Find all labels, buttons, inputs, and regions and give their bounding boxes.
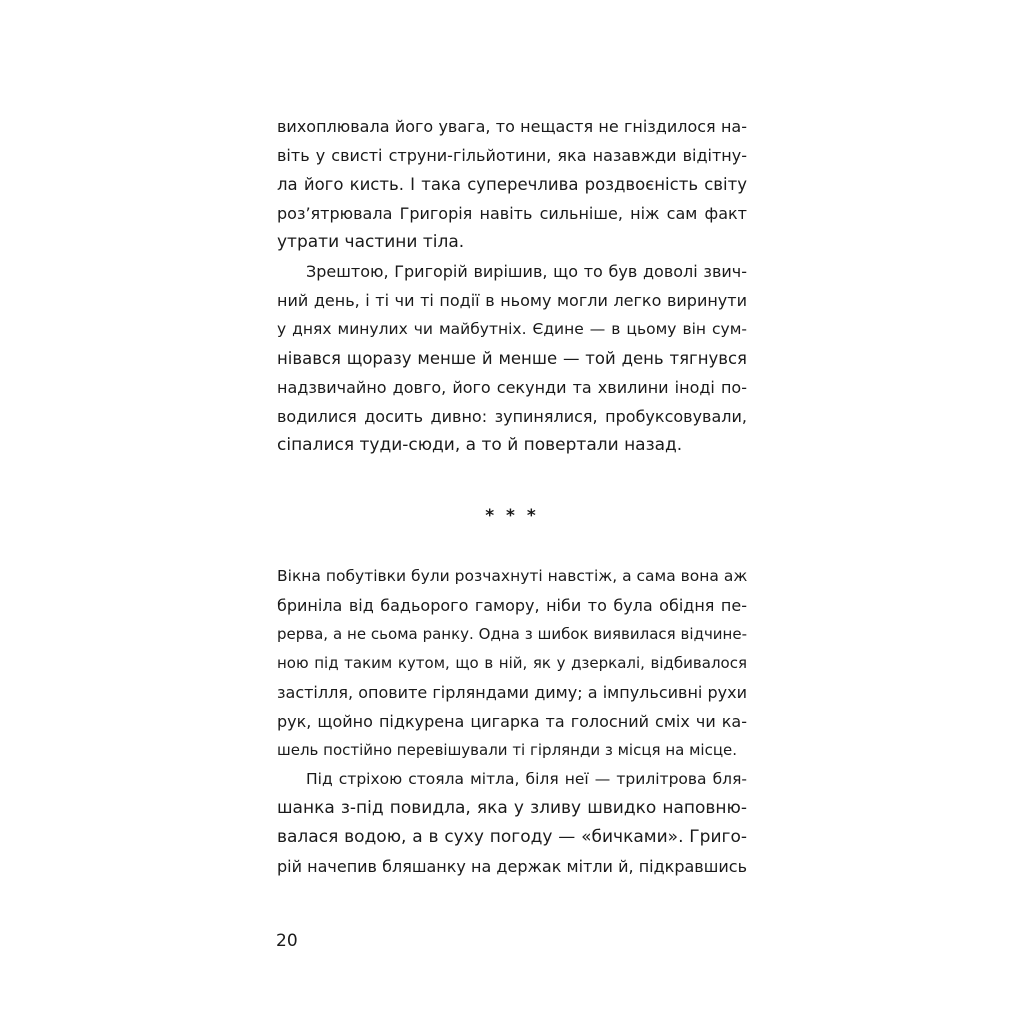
text-line: Зрештою, Григорій вирішив, що то був доволі звич- bbox=[306, 262, 747, 281]
text-line: утрати частини тіла. bbox=[277, 232, 465, 252]
text-line: рій начепив бляшанку на держак мітли й, підкравшись bbox=[277, 857, 747, 876]
page-number: 20 bbox=[276, 931, 298, 951]
text-line: ний день, і ті чи ті події в ньому могли легко виринути bbox=[277, 291, 747, 310]
text-line: рук, щойно підкурена цигарка та голосний сміх чи ка- bbox=[277, 712, 747, 731]
text-line: бриніла від бадьорого гамору, ніби то була обідня пе- bbox=[277, 596, 747, 615]
text-line: валася водою, а в суху погоду — «бичками». Григо- bbox=[277, 827, 747, 847]
text-line: сіпалися туди-сюди, а то й повертали назад. bbox=[277, 435, 683, 455]
text-line: ла його кисть. І така суперечлива роздвоєність світу bbox=[277, 175, 747, 194]
text-line: шанка з-під повидла, яка у зливу швидко наповню- bbox=[277, 798, 747, 818]
text-line: у днях минулих чи майбутніх. Єдине — в цьому він сум- bbox=[277, 320, 747, 338]
section-separator: * * * bbox=[485, 506, 539, 526]
text-line: роз’ятрювала Григорія навіть сильніше, ніж сам факт bbox=[277, 204, 747, 223]
text-line: ною під таким кутом, що в ній, як у дзеркалі, відбивалося bbox=[277, 654, 747, 672]
text-line: Під стріхою стояла мітла, біля неї — трилітрова бля- bbox=[306, 770, 747, 788]
text-line: водилися досить дивно: зупинялися, пробуксовували, bbox=[277, 407, 747, 426]
text-block-lower bbox=[277, 562, 747, 881]
text-line: надзвичайно довго, його секунди та хвилини іноді по- bbox=[277, 378, 747, 397]
text-line: рерва, а не сьома ранку. Одна з шибок виявилася відчине- bbox=[277, 625, 747, 643]
text-line: віть у свисті струни-гільйотини, яка назавжди відітну- bbox=[277, 146, 747, 165]
text-line: Вікна побутівки були розчахнуті навстіж, а сама вона аж bbox=[277, 567, 748, 585]
text-line: шель постійно перевішували ті гірлянди з місця на місце. bbox=[277, 741, 738, 759]
text-block-upper bbox=[277, 112, 747, 460]
text-line: застілля, оповите гірляндами диму; а імпульсивні рухи bbox=[277, 683, 747, 702]
text-line: нівався щоразу менше й менше — той день тягнувся bbox=[277, 349, 747, 368]
text-line: вихоплювала його увага, то нещастя не гніздилося на- bbox=[277, 117, 747, 136]
